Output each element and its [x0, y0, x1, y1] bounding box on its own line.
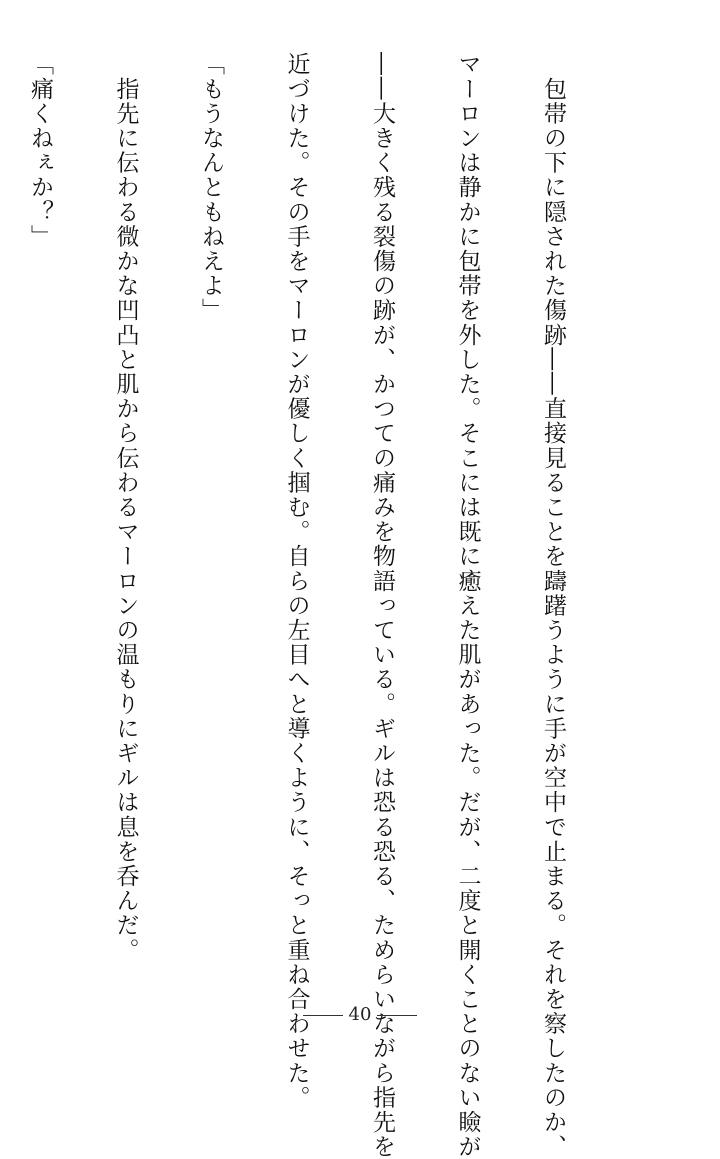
text-line: 指先に伝わる微かな凹凸と肌から伝わるマーロンの温もりにギルは息を呑んだ。	[112, 52, 139, 963]
text-line: 「痛くねぇか？」	[27, 52, 53, 249]
page-number-footer	[0, 1004, 720, 1025]
text-line: マーロンは静かに包帯を外した。そこには既に癒えた肌があった。だが、二度と開くことのない瞼が	[454, 52, 481, 1159]
folio-dash-right	[377, 1015, 417, 1016]
text-line: ――大きく残る裂傷の跡が、かつての痛みを物語っている。ギルは恐る恐る、ためらいながら指先を	[369, 52, 395, 1159]
page-number: 40	[348, 1004, 372, 1025]
folio-dash-left	[303, 1015, 343, 1016]
text-line: 包帯の下に隠された傷跡――直接見ることを躊躇うように手が空中で止まる。それを察したのか、	[540, 52, 566, 1159]
text-line: 「もうなんともねえよ」	[198, 52, 224, 323]
text-line: 近づけた。その手をマーロンが優しく掴む。自らの左目へと導くように、そっと重ね合わせた。	[283, 52, 310, 1110]
